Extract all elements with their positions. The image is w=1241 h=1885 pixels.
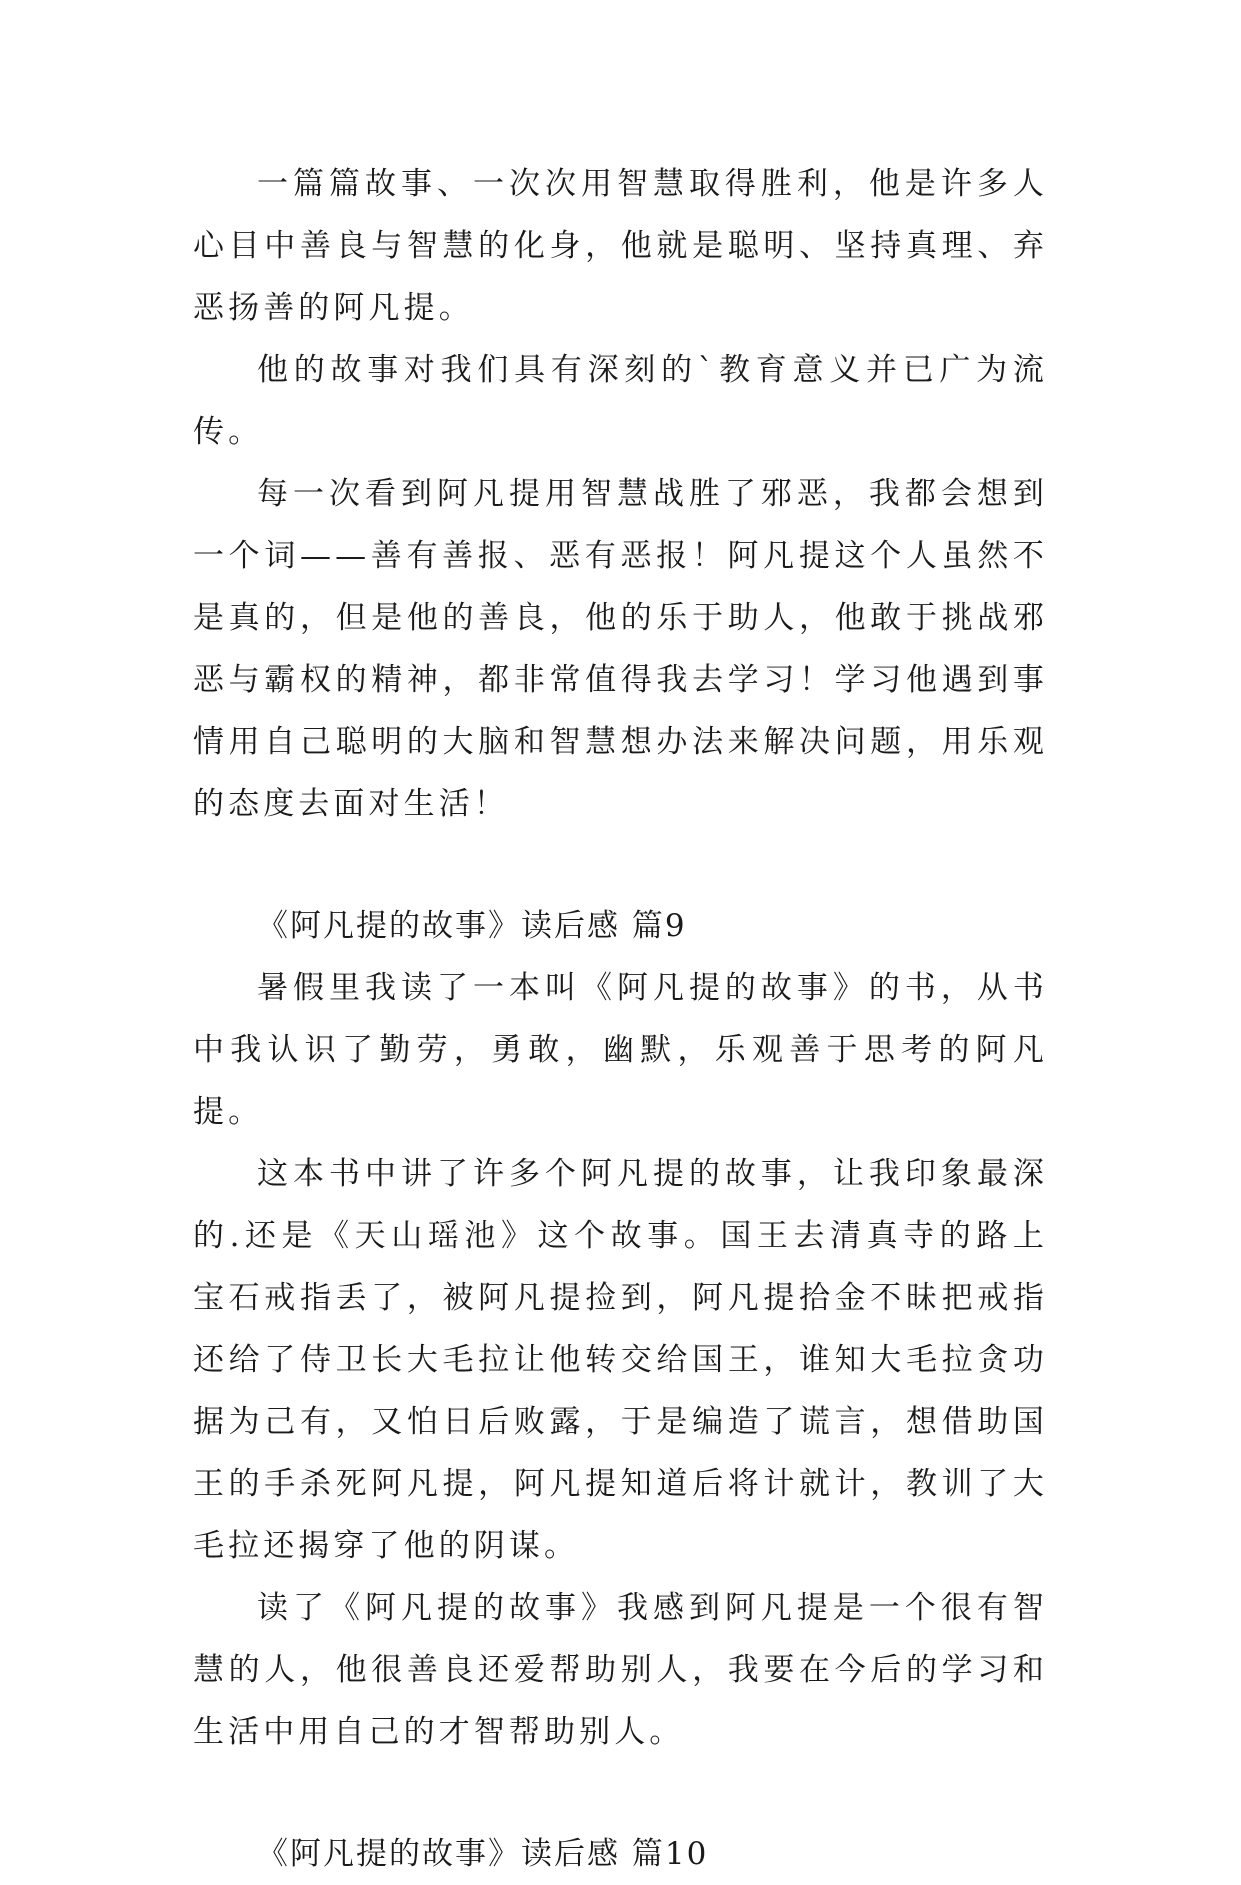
document-body bbox=[193, 153, 1048, 1885]
section-heading: 《阿凡提的故事》读后感 篇9 bbox=[257, 908, 687, 944]
paragraph: 暑假里我读了一本叫《阿凡提的故事》的书，从书中我认识了勤劳，勇敢，幽默，乐观善于思考的阿凡提。 bbox=[193, 970, 1048, 1130]
paragraph: 每一次看到阿凡提用智慧战胜了邪恶，我都会想到一个词——善有善报、恶有恶报！阿凡提这个人虽然不是真的，但是他的善良，他的乐于助人，他敢于挑战邪恶与霸权的精神，都非常值得我去学习！学习他遇到事情用自己聪明的大脑和智慧想办法来解决问题，用乐观的态度去面对生活！ bbox=[193, 476, 1048, 822]
section-gap bbox=[193, 1763, 1048, 1823]
paragraph: 他的故事对我们具有深刻的`教育意义并已广为流传。 bbox=[193, 352, 1048, 450]
paragraph: 这本书中讲了许多个阿凡提的故事，让我印象最深的.还是《天山瑶池》这个故事。国王去清真寺的路上宝石戒指丢了，被阿凡提捡到，阿凡提拾金不昧把戒指还给了侍卫长大毛拉让他转交给国王，谁知大毛拉贪功据为己有，又怕日后败露，于是编造了谎言，想借助国王的手杀死阿凡提，阿凡提知道后将计就计，教训了大毛拉还揭穿了他的阴谋。 bbox=[193, 1156, 1048, 1564]
section-gap bbox=[193, 835, 1048, 895]
paragraph: 读了《阿凡提的故事》我感到阿凡提是一个很有智慧的人，他很善良还爱帮助别人，我要在今后的学习和生活中用自己的才智帮助别人。 bbox=[193, 1590, 1048, 1750]
paragraph: 一篇篇故事、一次次用智慧取得胜利，他是许多人心目中善良与智慧的化身，他就是聪明、坚持真理、弃恶扬善的阿凡提。 bbox=[193, 166, 1048, 326]
section-heading: 《阿凡提的故事》读后感 篇10 bbox=[257, 1836, 709, 1872]
